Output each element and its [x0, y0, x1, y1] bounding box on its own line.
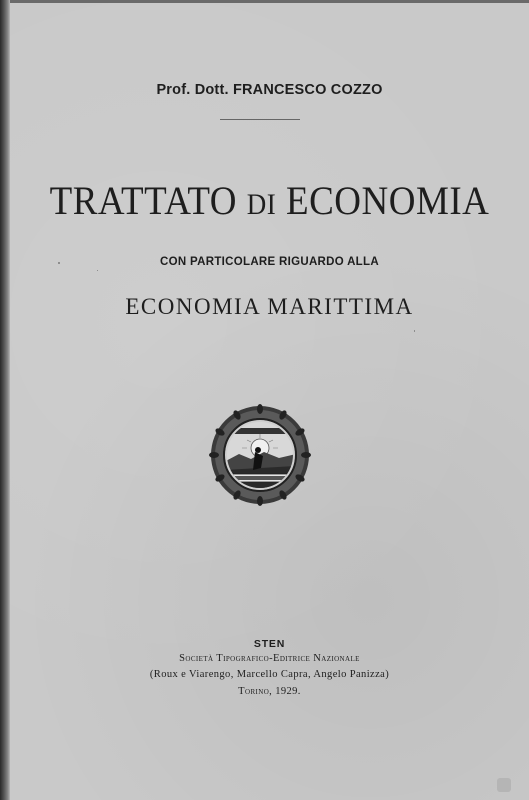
title-word-trattato: TRATTATO: [49, 178, 238, 225]
divider-rule: [220, 119, 300, 120]
publication-place-date: Torino, 1929.: [238, 686, 301, 697]
paper-speck: [97, 270, 98, 271]
paper-speck: [58, 262, 60, 264]
title-word-economia: ECONOMIA: [286, 178, 490, 225]
publisher-full-name: Società Tipografico-Editrice Nazionale: [179, 653, 360, 664]
publisher-name: STEN: [253, 638, 286, 650]
book-subject: ECONOMIA MARITTIMA: [125, 294, 414, 319]
book-subtitle: CON PARTICOLARE RIGUARDO ALLA: [160, 256, 379, 268]
author-line: Prof. Dott. FRANCESCO COZZO: [156, 82, 383, 98]
title-word-di: DI: [246, 187, 277, 221]
page-top-edge: [0, 0, 529, 3]
book-title: [10, 178, 529, 225]
page-binding-edge: [0, 0, 10, 800]
paper-stain: [497, 778, 511, 792]
publisher-partners: (Roux e Viarengo, Marcello Capra, Angelo Panizza): [149, 669, 390, 680]
publisher-seal-icon: [209, 404, 311, 506]
paper-speck: [414, 330, 415, 332]
